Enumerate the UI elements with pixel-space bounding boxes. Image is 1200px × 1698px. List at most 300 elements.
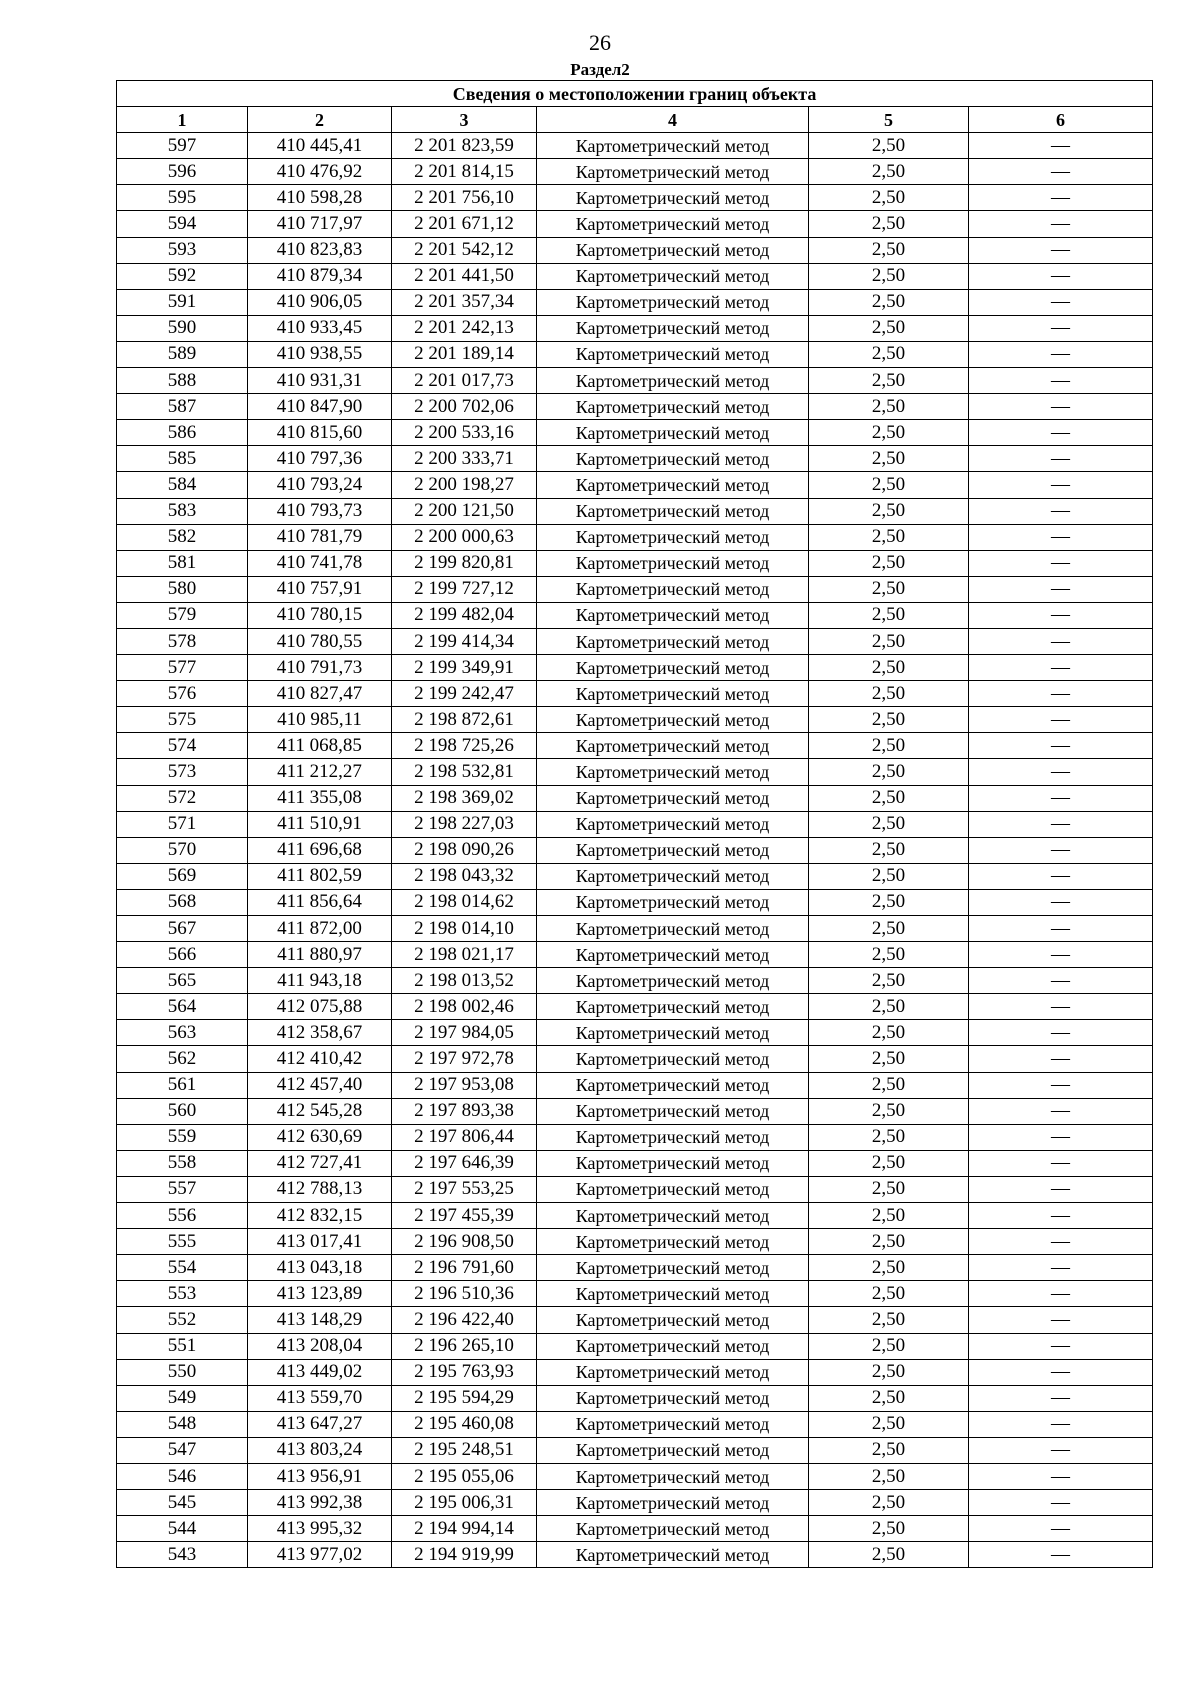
method-cell: Картометрический метод (537, 863, 809, 889)
method-cell: Картометрический метод (537, 707, 809, 733)
method-cell: Картометрический метод (537, 968, 809, 994)
note-cell: — (969, 133, 1153, 159)
y-coordinate-cell: 2 198 014,62 (392, 889, 537, 915)
method-cell: Картометрический метод (537, 315, 809, 341)
y-coordinate-cell: 2 197 455,39 (392, 1203, 537, 1229)
point-number-cell: 565 (117, 968, 248, 994)
y-coordinate-cell: 2 200 121,50 (392, 498, 537, 524)
accuracy-cell: 2,50 (809, 524, 969, 550)
table-row (117, 1307, 1153, 1333)
note-cell: — (969, 681, 1153, 707)
point-number-cell: 545 (117, 1490, 248, 1516)
y-coordinate-cell: 2 196 791,60 (392, 1255, 537, 1281)
note-cell: — (969, 524, 1153, 550)
x-coordinate-cell: 410 757,91 (248, 576, 392, 602)
accuracy-cell: 2,50 (809, 420, 969, 446)
y-coordinate-cell: 2 199 820,81 (392, 550, 537, 576)
method-cell: Картометрический метод (537, 420, 809, 446)
accuracy-cell: 2,50 (809, 759, 969, 785)
point-number-cell: 543 (117, 1542, 248, 1568)
method-cell: Картометрический метод (537, 237, 809, 263)
y-coordinate-cell: 2 197 646,39 (392, 1150, 537, 1176)
column-header: 3 (392, 107, 537, 133)
x-coordinate-cell: 411 943,18 (248, 968, 392, 994)
column-header-row (117, 107, 1153, 133)
x-coordinate-cell: 411 068,85 (248, 733, 392, 759)
x-coordinate-cell: 410 823,83 (248, 237, 392, 263)
table-row (117, 1072, 1153, 1098)
y-coordinate-cell: 2 201 017,73 (392, 368, 537, 394)
point-number-cell: 554 (117, 1255, 248, 1281)
accuracy-cell: 2,50 (809, 1463, 969, 1489)
point-number-cell: 583 (117, 498, 248, 524)
x-coordinate-cell: 413 123,89 (248, 1281, 392, 1307)
point-number-cell: 595 (117, 185, 248, 211)
y-coordinate-cell: 2 201 756,10 (392, 185, 537, 211)
method-cell: Картометрический метод (537, 1098, 809, 1124)
table-row (117, 524, 1153, 550)
table-row (117, 472, 1153, 498)
point-number-cell: 579 (117, 602, 248, 628)
x-coordinate-cell: 413 208,04 (248, 1333, 392, 1359)
x-coordinate-cell: 410 938,55 (248, 341, 392, 367)
x-coordinate-cell: 410 797,36 (248, 446, 392, 472)
method-cell: Картометрический метод (537, 446, 809, 472)
y-coordinate-cell: 2 200 000,63 (392, 524, 537, 550)
point-number-cell: 596 (117, 159, 248, 185)
accuracy-cell: 2,50 (809, 628, 969, 654)
accuracy-cell: 2,50 (809, 1542, 969, 1568)
point-number-cell: 571 (117, 811, 248, 837)
table-row (117, 759, 1153, 785)
table-row (117, 1411, 1153, 1437)
table-row (117, 1437, 1153, 1463)
point-number-cell: 597 (117, 133, 248, 159)
point-number-cell: 551 (117, 1333, 248, 1359)
method-cell: Картометрический метод (537, 837, 809, 863)
note-cell: — (969, 1098, 1153, 1124)
method-cell: Картометрический метод (537, 263, 809, 289)
x-coordinate-cell: 412 075,88 (248, 994, 392, 1020)
x-coordinate-cell: 413 017,41 (248, 1229, 392, 1255)
note-cell: — (969, 550, 1153, 576)
x-coordinate-cell: 411 510,91 (248, 811, 392, 837)
table-title: Сведения о местоположении границ объекта (117, 81, 1153, 107)
accuracy-cell: 2,50 (809, 1020, 969, 1046)
table-row (117, 341, 1153, 367)
point-number-cell: 584 (117, 472, 248, 498)
y-coordinate-cell: 2 198 002,46 (392, 994, 537, 1020)
y-coordinate-cell: 2 198 090,26 (392, 837, 537, 863)
accuracy-cell: 2,50 (809, 185, 969, 211)
y-coordinate-cell: 2 199 414,34 (392, 628, 537, 654)
method-cell: Картометрический метод (537, 916, 809, 942)
note-cell: — (969, 446, 1153, 472)
x-coordinate-cell: 412 727,41 (248, 1150, 392, 1176)
table-row (117, 550, 1153, 576)
point-number-cell: 574 (117, 733, 248, 759)
x-coordinate-cell: 410 827,47 (248, 681, 392, 707)
table-row (117, 1229, 1153, 1255)
x-coordinate-cell: 411 212,27 (248, 759, 392, 785)
x-coordinate-cell: 410 847,90 (248, 394, 392, 420)
point-number-cell: 563 (117, 1020, 248, 1046)
accuracy-cell: 2,50 (809, 211, 969, 237)
x-coordinate-cell: 410 793,24 (248, 472, 392, 498)
table-row (117, 785, 1153, 811)
point-number-cell: 587 (117, 394, 248, 420)
y-coordinate-cell: 2 196 265,10 (392, 1333, 537, 1359)
method-cell: Картометрический метод (537, 1307, 809, 1333)
y-coordinate-cell: 2 198 369,02 (392, 785, 537, 811)
table-row (117, 837, 1153, 863)
point-number-cell: 559 (117, 1124, 248, 1150)
y-coordinate-cell: 2 199 349,91 (392, 655, 537, 681)
method-cell: Картометрический метод (537, 550, 809, 576)
x-coordinate-cell: 411 856,64 (248, 889, 392, 915)
x-coordinate-cell: 412 410,42 (248, 1046, 392, 1072)
note-cell: — (969, 1020, 1153, 1046)
x-coordinate-cell: 410 933,45 (248, 315, 392, 341)
accuracy-cell: 2,50 (809, 1150, 969, 1176)
page-number: 26 (589, 30, 611, 55)
x-coordinate-cell: 410 780,15 (248, 602, 392, 628)
y-coordinate-cell: 2 200 333,71 (392, 446, 537, 472)
note-cell: — (969, 1150, 1153, 1176)
point-number-cell: 547 (117, 1437, 248, 1463)
x-coordinate-cell: 410 445,41 (248, 133, 392, 159)
y-coordinate-cell: 2 201 357,34 (392, 289, 537, 315)
note-cell: — (969, 968, 1153, 994)
table-row (117, 211, 1153, 237)
x-coordinate-cell: 410 780,55 (248, 628, 392, 654)
table-row (117, 237, 1153, 263)
accuracy-cell: 2,50 (809, 1359, 969, 1385)
note-cell: — (969, 1124, 1153, 1150)
point-number-cell: 594 (117, 211, 248, 237)
accuracy-cell: 2,50 (809, 916, 969, 942)
accuracy-cell: 2,50 (809, 1229, 969, 1255)
note-cell: — (969, 185, 1153, 211)
method-cell: Картометрический метод (537, 785, 809, 811)
table-body (117, 133, 1153, 1568)
point-number-cell: 560 (117, 1098, 248, 1124)
method-cell: Картометрический метод (537, 1359, 809, 1385)
y-coordinate-cell: 2 198 227,03 (392, 811, 537, 837)
y-coordinate-cell: 2 199 242,47 (392, 681, 537, 707)
method-cell: Картометрический метод (537, 942, 809, 968)
column-header: 2 (248, 107, 392, 133)
accuracy-cell: 2,50 (809, 837, 969, 863)
note-cell: — (969, 707, 1153, 733)
method-cell: Картометрический метод (537, 1411, 809, 1437)
x-coordinate-cell: 413 992,38 (248, 1490, 392, 1516)
note-cell: — (969, 1463, 1153, 1489)
method-cell: Картометрический метод (537, 211, 809, 237)
x-coordinate-cell: 411 355,08 (248, 785, 392, 811)
note-cell: — (969, 368, 1153, 394)
y-coordinate-cell: 2 194 994,14 (392, 1516, 537, 1542)
table-row (117, 1150, 1153, 1176)
point-number-cell: 581 (117, 550, 248, 576)
x-coordinate-cell: 412 630,69 (248, 1124, 392, 1150)
y-coordinate-cell: 2 199 727,12 (392, 576, 537, 602)
y-coordinate-cell: 2 198 013,52 (392, 968, 537, 994)
y-coordinate-cell: 2 198 725,26 (392, 733, 537, 759)
column-header: 5 (809, 107, 969, 133)
y-coordinate-cell: 2 200 533,16 (392, 420, 537, 446)
table-row (117, 1203, 1153, 1229)
y-coordinate-cell: 2 197 553,25 (392, 1176, 537, 1202)
table-row (117, 159, 1153, 185)
column-header: 6 (969, 107, 1153, 133)
y-coordinate-cell: 2 201 189,14 (392, 341, 537, 367)
x-coordinate-cell: 411 872,00 (248, 916, 392, 942)
x-coordinate-cell: 410 741,78 (248, 550, 392, 576)
y-coordinate-cell: 2 195 594,29 (392, 1385, 537, 1411)
x-coordinate-cell: 410 931,31 (248, 368, 392, 394)
y-coordinate-cell: 2 198 014,10 (392, 916, 537, 942)
y-coordinate-cell: 2 201 823,59 (392, 133, 537, 159)
method-cell: Картометрический метод (537, 655, 809, 681)
method-cell: Картометрический метод (537, 368, 809, 394)
method-cell: Картометрический метод (537, 1072, 809, 1098)
method-cell: Картометрический метод (537, 133, 809, 159)
y-coordinate-cell: 2 201 542,12 (392, 237, 537, 263)
method-cell: Картометрический метод (537, 1255, 809, 1281)
table-row (117, 1020, 1153, 1046)
point-number-cell: 586 (117, 420, 248, 446)
y-coordinate-cell: 2 195 006,31 (392, 1490, 537, 1516)
y-coordinate-cell: 2 201 441,50 (392, 263, 537, 289)
accuracy-cell: 2,50 (809, 1516, 969, 1542)
x-coordinate-cell: 412 832,15 (248, 1203, 392, 1229)
point-number-cell: 546 (117, 1463, 248, 1489)
note-cell: — (969, 1437, 1153, 1463)
point-number-cell: 562 (117, 1046, 248, 1072)
table-row (117, 942, 1153, 968)
point-number-cell: 549 (117, 1385, 248, 1411)
table-row (117, 289, 1153, 315)
method-cell: Картометрический метод (537, 759, 809, 785)
method-cell: Картометрический метод (537, 1124, 809, 1150)
x-coordinate-cell: 410 717,97 (248, 211, 392, 237)
note-cell: — (969, 1542, 1153, 1568)
method-cell: Картометрический метод (537, 1150, 809, 1176)
column-header: 1 (117, 107, 248, 133)
note-cell: — (969, 1203, 1153, 1229)
note-cell: — (969, 759, 1153, 785)
method-cell: Картометрический метод (537, 1020, 809, 1046)
method-cell: Картометрический метод (537, 681, 809, 707)
note-cell: — (969, 1072, 1153, 1098)
point-number-cell: 552 (117, 1307, 248, 1333)
point-number-cell: 573 (117, 759, 248, 785)
point-number-cell: 555 (117, 1229, 248, 1255)
note-cell: — (969, 1281, 1153, 1307)
y-coordinate-cell: 2 198 872,61 (392, 707, 537, 733)
method-cell: Картометрический метод (537, 1463, 809, 1489)
accuracy-cell: 2,50 (809, 1333, 969, 1359)
method-cell: Картометрический метод (537, 341, 809, 367)
point-number-cell: 582 (117, 524, 248, 550)
point-number-cell: 544 (117, 1516, 248, 1542)
y-coordinate-cell: 2 197 893,38 (392, 1098, 537, 1124)
point-number-cell: 567 (117, 916, 248, 942)
table-row (117, 968, 1153, 994)
accuracy-cell: 2,50 (809, 237, 969, 263)
accuracy-cell: 2,50 (809, 1307, 969, 1333)
table-row (117, 1385, 1153, 1411)
x-coordinate-cell: 413 995,32 (248, 1516, 392, 1542)
note-cell: — (969, 315, 1153, 341)
accuracy-cell: 2,50 (809, 159, 969, 185)
point-number-cell: 577 (117, 655, 248, 681)
note-cell: — (969, 394, 1153, 420)
table-row (117, 133, 1153, 159)
point-number-cell: 590 (117, 315, 248, 341)
table-row (117, 420, 1153, 446)
accuracy-cell: 2,50 (809, 1046, 969, 1072)
accuracy-cell: 2,50 (809, 1411, 969, 1437)
table-row (117, 446, 1153, 472)
accuracy-cell: 2,50 (809, 368, 969, 394)
y-coordinate-cell: 2 195 763,93 (392, 1359, 537, 1385)
table-row (117, 628, 1153, 654)
note-cell: — (969, 602, 1153, 628)
accuracy-cell: 2,50 (809, 733, 969, 759)
table-row (117, 1124, 1153, 1150)
method-cell: Картометрический метод (537, 289, 809, 315)
y-coordinate-cell: 2 196 510,36 (392, 1281, 537, 1307)
note-cell: — (969, 263, 1153, 289)
method-cell: Картометрический метод (537, 472, 809, 498)
method-cell: Картометрический метод (537, 159, 809, 185)
x-coordinate-cell: 410 781,79 (248, 524, 392, 550)
table-row (117, 263, 1153, 289)
note-cell: — (969, 159, 1153, 185)
method-cell: Картометрический метод (537, 1229, 809, 1255)
accuracy-cell: 2,50 (809, 1385, 969, 1411)
y-coordinate-cell: 2 201 814,15 (392, 159, 537, 185)
point-number-cell: 566 (117, 942, 248, 968)
x-coordinate-cell: 410 793,73 (248, 498, 392, 524)
table-row (117, 394, 1153, 420)
accuracy-cell: 2,50 (809, 341, 969, 367)
accuracy-cell: 2,50 (809, 315, 969, 341)
accuracy-cell: 2,50 (809, 1490, 969, 1516)
x-coordinate-cell: 413 043,18 (248, 1255, 392, 1281)
x-coordinate-cell: 410 791,73 (248, 655, 392, 681)
table-row (117, 1516, 1153, 1542)
accuracy-cell: 2,50 (809, 289, 969, 315)
y-coordinate-cell: 2 197 972,78 (392, 1046, 537, 1072)
point-number-cell: 572 (117, 785, 248, 811)
point-number-cell: 578 (117, 628, 248, 654)
note-cell: — (969, 472, 1153, 498)
note-cell: — (969, 1046, 1153, 1072)
point-number-cell: 575 (117, 707, 248, 733)
note-cell: — (969, 785, 1153, 811)
note-cell: — (969, 341, 1153, 367)
method-cell: Картометрический метод (537, 576, 809, 602)
x-coordinate-cell: 410 906,05 (248, 289, 392, 315)
y-coordinate-cell: 2 196 908,50 (392, 1229, 537, 1255)
method-cell: Картометрический метод (537, 1281, 809, 1307)
accuracy-cell: 2,50 (809, 785, 969, 811)
accuracy-cell: 2,50 (809, 681, 969, 707)
method-cell: Картометрический метод (537, 1385, 809, 1411)
method-cell: Картометрический метод (537, 811, 809, 837)
x-coordinate-cell: 413 956,91 (248, 1463, 392, 1489)
note-cell: — (969, 1385, 1153, 1411)
method-cell: Картометрический метод (537, 889, 809, 915)
y-coordinate-cell: 2 197 806,44 (392, 1124, 537, 1150)
point-number-cell: 589 (117, 341, 248, 367)
accuracy-cell: 2,50 (809, 942, 969, 968)
method-cell: Картометрический метод (537, 1490, 809, 1516)
method-cell: Картометрический метод (537, 1516, 809, 1542)
accuracy-cell: 2,50 (809, 602, 969, 628)
note-cell: — (969, 211, 1153, 237)
method-cell: Картометрический метод (537, 1203, 809, 1229)
method-cell: Картометрический метод (537, 185, 809, 211)
note-cell: — (969, 1411, 1153, 1437)
note-cell: — (969, 916, 1153, 942)
point-number-cell: 588 (117, 368, 248, 394)
note-cell: — (969, 994, 1153, 1020)
y-coordinate-cell: 2 198 021,17 (392, 942, 537, 968)
note-cell: — (969, 655, 1153, 681)
accuracy-cell: 2,50 (809, 394, 969, 420)
y-coordinate-cell: 2 198 532,81 (392, 759, 537, 785)
table-row (117, 368, 1153, 394)
accuracy-cell: 2,50 (809, 811, 969, 837)
y-coordinate-cell: 2 200 702,06 (392, 394, 537, 420)
note-cell: — (969, 1333, 1153, 1359)
table-row (117, 185, 1153, 211)
point-number-cell: 550 (117, 1359, 248, 1385)
table-row (117, 498, 1153, 524)
note-cell: — (969, 498, 1153, 524)
accuracy-cell: 2,50 (809, 498, 969, 524)
table-row (117, 315, 1153, 341)
x-coordinate-cell: 413 559,70 (248, 1385, 392, 1411)
point-number-cell: 585 (117, 446, 248, 472)
x-coordinate-cell: 410 985,11 (248, 707, 392, 733)
table-row (117, 1490, 1153, 1516)
accuracy-cell: 2,50 (809, 550, 969, 576)
x-coordinate-cell: 410 879,34 (248, 263, 392, 289)
point-number-cell: 591 (117, 289, 248, 315)
accuracy-cell: 2,50 (809, 994, 969, 1020)
point-number-cell: 592 (117, 263, 248, 289)
note-cell: — (969, 837, 1153, 863)
accuracy-cell: 2,50 (809, 576, 969, 602)
accuracy-cell: 2,50 (809, 1281, 969, 1307)
accuracy-cell: 2,50 (809, 1176, 969, 1202)
x-coordinate-cell: 412 457,40 (248, 1072, 392, 1098)
method-cell: Картометрический метод (537, 602, 809, 628)
y-coordinate-cell: 2 198 043,32 (392, 863, 537, 889)
point-number-cell: 580 (117, 576, 248, 602)
x-coordinate-cell: 412 358,67 (248, 1020, 392, 1046)
point-number-cell: 570 (117, 837, 248, 863)
x-coordinate-cell: 413 148,29 (248, 1307, 392, 1333)
accuracy-cell: 2,50 (809, 655, 969, 681)
y-coordinate-cell: 2 197 953,08 (392, 1072, 537, 1098)
y-coordinate-cell: 2 194 919,99 (392, 1542, 537, 1568)
